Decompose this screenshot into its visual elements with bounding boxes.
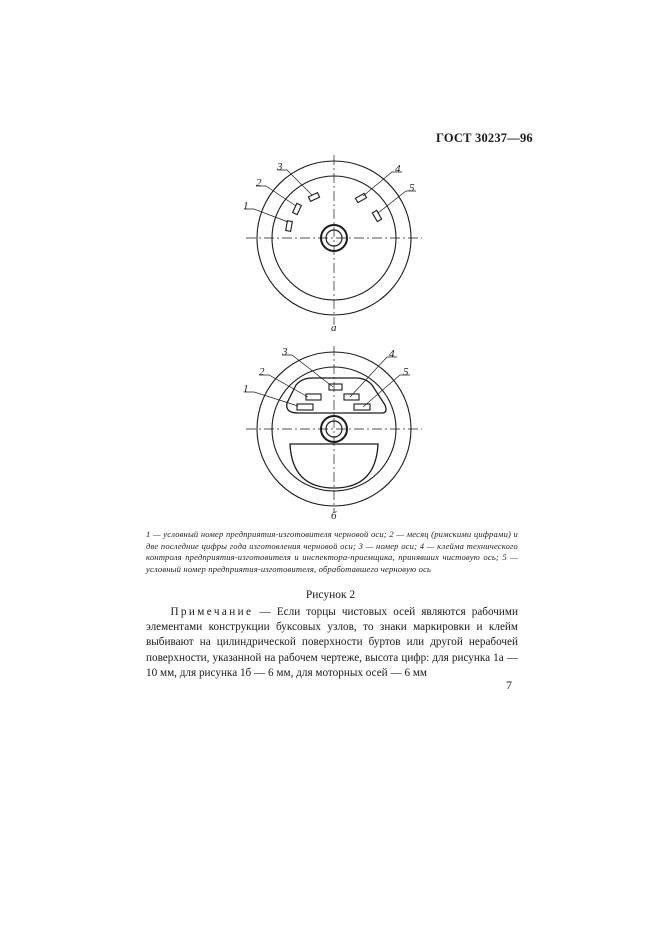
view-b-centerlines (246, 346, 422, 512)
caption-num-5: 5 (502, 552, 507, 563)
caption-text-3: — номер оси; (363, 540, 420, 551)
caption-num-3: 3 (358, 540, 364, 551)
view-a-mark-5 (372, 210, 381, 221)
view-a-callout-4: 4 (395, 163, 401, 175)
note-text: — Если торцы чистовых осей являются рабочими элементами конструкции буксовых узлов, то знаки маркировки и клейм выбивают на цилиндрической поверхности буртов или другой нерабочей поверхности, указанной на рабочем чертеже, высота цифр: для рисунка 1а — 10 мм, для рисунка 1б — 6 мм, для моторных осей — 6 мм (146, 606, 518, 679)
view-b-leaders (244, 355, 410, 407)
view-a-mark-2 (293, 203, 302, 214)
caption-text-2: — месяц (римскими цифрами) и две последние цифры года изготовления черновой оси; (146, 529, 518, 551)
view-a-outer-circle (257, 161, 411, 315)
note-lead: Примечание (170, 606, 254, 618)
view-b-mark-3 (329, 384, 342, 390)
caption-text-5: — условный номер предприятия-изготовителя, обработавшего черновую ось (146, 552, 518, 574)
view-b-drawing (244, 346, 422, 512)
caption-text-4: — клейма технического контроля предприятия-изготовителя и инспектора-приемщика, принявших чистовую ось; (146, 540, 518, 563)
view-a-callout-5: 5 (409, 182, 415, 194)
caption-num-4: 4 (419, 540, 425, 551)
view-b-callout-2: 2 (259, 366, 265, 378)
document-code: ГОСТ 30237—96 (436, 131, 533, 145)
view-b-mark-1 (297, 404, 313, 410)
caption-num-2: 2 (389, 529, 394, 539)
view-a-mark-1 (286, 221, 293, 232)
caption-text-1: — условный номер предприятия-изготовителя черновой оси; (150, 529, 390, 539)
page-number: 7 (506, 678, 512, 692)
view-b-outer-circle (257, 352, 411, 506)
figure-caption (146, 529, 518, 575)
caption-num-1: 1 (146, 529, 151, 539)
note-paragraph (146, 605, 518, 681)
view-a-callout-3: 3 (277, 161, 283, 173)
view-b-mark-5 (354, 404, 370, 410)
view-b-callout-4: 4 (389, 348, 395, 360)
view-a-mark-3 (308, 193, 319, 202)
view-a-callout-2: 2 (256, 177, 262, 189)
view-a-label: а (331, 322, 337, 334)
view-b-callout-5: 5 (403, 366, 409, 378)
view-b-marking-pad (287, 378, 386, 413)
view-b-label: б (331, 510, 337, 522)
view-b-callout-3: 3 (282, 346, 288, 358)
figure-title: Рисунок 2 (305, 589, 356, 601)
view-a-callout-1: 1 (243, 200, 249, 212)
view-b-mark-2 (306, 394, 321, 400)
view-a-drawing (244, 155, 422, 325)
view-b-callout-1: 1 (243, 383, 249, 395)
